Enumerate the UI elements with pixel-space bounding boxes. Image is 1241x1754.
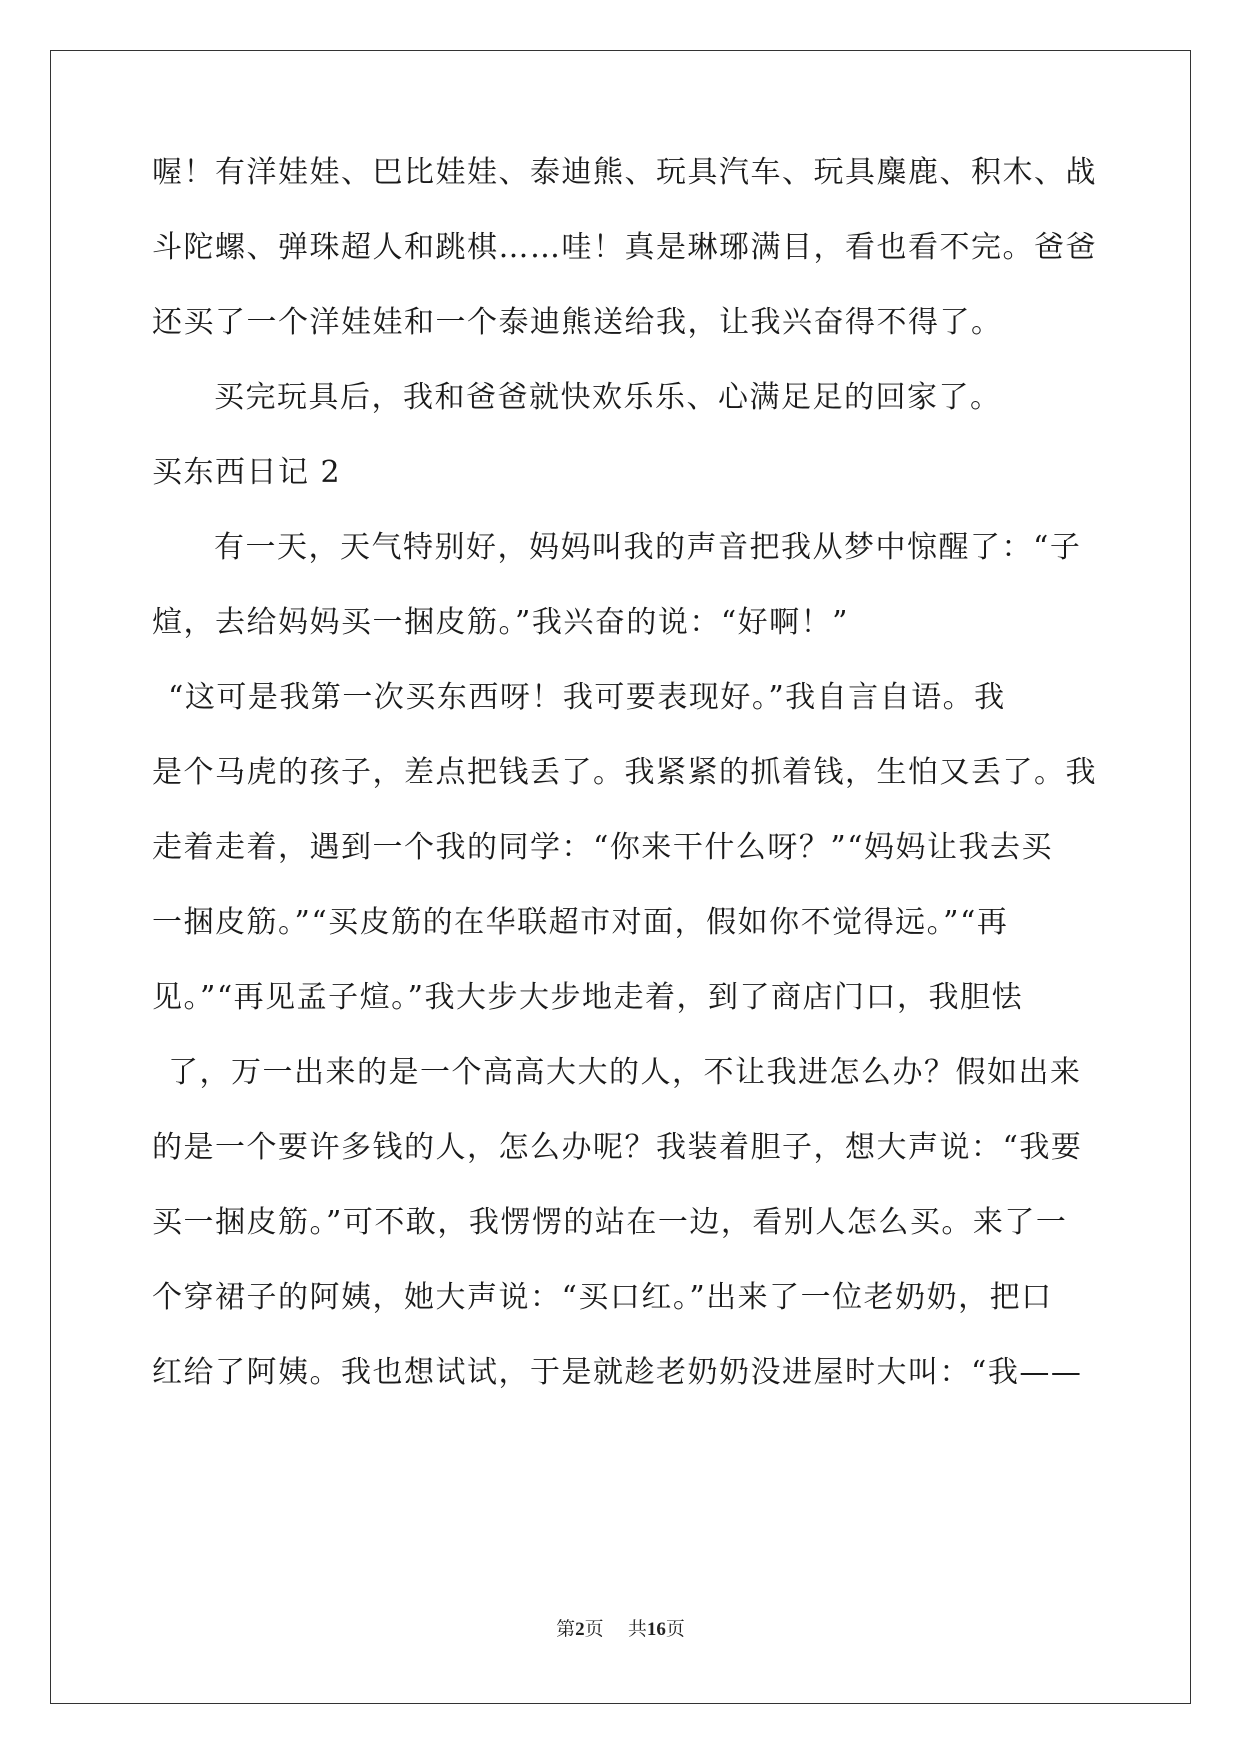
page-number: 2 [575, 1619, 585, 1640]
text-line: 煊，去给妈妈买一捆皮筋。”我兴奋的说：“好啊！” [152, 605, 850, 640]
page-prefix: 第 [556, 1618, 576, 1640]
total-suffix: 页 [665, 1618, 685, 1640]
text-line: 的是一个要许多钱的人，怎么办呢？我装着胆子，想大声说：“我要 [152, 1130, 1083, 1165]
text-line: “这可是我第一次买东西呀！我可要表现好。”我自言自语。我 [168, 680, 1006, 715]
text-line: 喔！有洋娃娃、巴比娃娃、泰迪熊、玩具汽车、玩具麋鹿、积木、战 [152, 155, 1097, 190]
text-line: 见。”“再见孟子煊。”我大步大步地走着，到了商店门口，我胆怯 [152, 980, 1024, 1015]
text-line: 个穿裙子的阿姨，她大声说：“买口红。”出来了一位老奶奶，把口 [152, 1280, 1053, 1315]
text-line: 红给了阿姨。我也想试试，于是就趁老奶奶没进屋时大叫：“我—— [152, 1355, 1083, 1390]
section-heading: 买东西日记 2 [152, 455, 342, 490]
total-prefix: 共 [627, 1618, 647, 1640]
text-line: 还买了一个洋娃娃和一个泰迪熊送给我，让我兴奋得不得了。 [152, 305, 1003, 340]
text-line: 是个马虎的孩子，差点把钱丢了。我紧紧的抓着钱，生怕又丢了。我 [152, 755, 1097, 790]
text-line: 走着走着，遇到一个我的同学：“你来干什么呀？”“妈妈让我去买 [152, 830, 1054, 865]
text-line: 有一天，天气特别好，妈妈叫我的声音把我从梦中惊醒了：“子 [214, 530, 1082, 565]
text-line: 买一捆皮筋。”可不敢，我愣愣的站在一边，看别人怎么买。来了一 [152, 1205, 1068, 1240]
page-frame [50, 50, 1191, 1704]
total-pages: 16 [646, 1619, 666, 1640]
page-suffix: 页 [584, 1618, 604, 1640]
text-line: 了，万一出来的是一个高高大大的人，不让我进怎么办？假如出来 [168, 1055, 1082, 1090]
text-line: 一捆皮筋。”“买皮筋的在华联超市对面，假如你不觉得远。”“再 [152, 905, 1009, 940]
text-line: 斗陀螺、弹珠超人和跳棋……哇！真是琳琊满目，看也看不完。爸爸 [152, 230, 1097, 265]
page-footer [0, 1617, 1241, 1642]
text-line: 买完玩具后，我和爸爸就快欢乐乐、心满足足的回家了。 [214, 380, 1002, 415]
